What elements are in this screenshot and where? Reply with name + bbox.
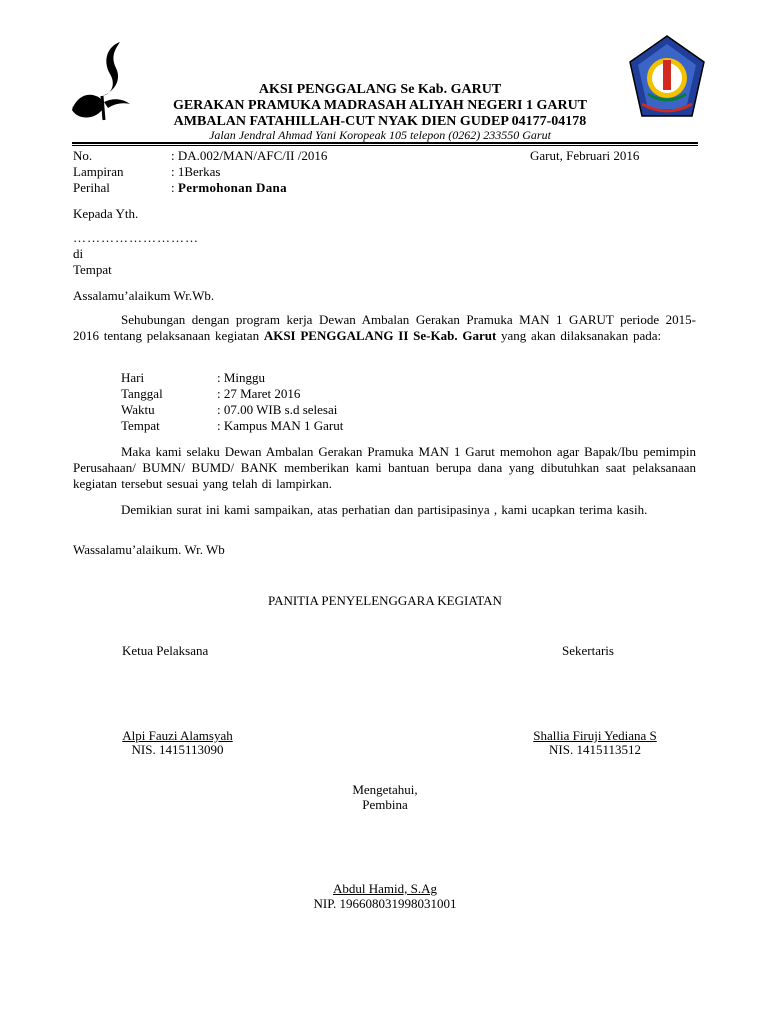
letterhead-line-1: AKSI PENGGALANG Se Kab. GARUT bbox=[258, 82, 502, 97]
detail-value-waktu: : 07.00 WIB s.d selesai bbox=[217, 402, 338, 417]
committee-title: PANITIA PENYELENGGARA KEGIATAN bbox=[268, 593, 502, 608]
letterhead-rule-thick bbox=[72, 142, 698, 144]
detail-label-waktu: Waktu bbox=[121, 402, 155, 417]
letterhead-line-2: GERAKAN PRAMUKA MADRASAH ALIYAH NEGERI 1 GARUT bbox=[172, 98, 588, 113]
paragraph-1 bbox=[73, 312, 696, 344]
advisor-role: Pembina bbox=[362, 797, 408, 812]
perihal-colon: : bbox=[171, 180, 175, 195]
recipient-dots: ……………………… bbox=[73, 230, 199, 245]
perihal-value: Permohonan Dana bbox=[178, 180, 287, 195]
detail-value-tempat: : Kampus MAN 1 Garut bbox=[217, 418, 344, 433]
letterhead-address: Jalan Jendral Ahmad Yani Koropeak 105 telepon (0262) 233550 Garut bbox=[209, 128, 551, 142]
advisor-id: NIP. 196608031998031001 bbox=[313, 896, 457, 911]
paragraph-1-text-b: yang akan dilaksanakan pada: bbox=[496, 328, 662, 343]
detail-value-tanggal: : 27 Maret 2016 bbox=[217, 386, 301, 401]
paragraph-1-text-a: Sehubungan dengan program kerja Dewan Ambalan Gerakan Pramuka MAN 1 GARUT periode 2015-2016 tentang pelaksanaan kegiatan bbox=[73, 312, 696, 343]
paragraph-2: Maka kami selaku Dewan Ambalan Gerakan Pramuka MAN 1 Garut memohon agar Bapak/Ibu pemimpin Perusahaan/ BUMN/ BUMD/ BANK memberikan kami bantuan berupa dana yang dibutuhkan saat pelaksanaan kegiatan tersebut sesuai yang telah di lampirkan. bbox=[73, 444, 696, 491]
left-signer-id: NIS. 1415113090 bbox=[131, 742, 224, 757]
right-signer-role: Sekertaris bbox=[562, 643, 614, 658]
greeting: Assalamu’alaikum Wr.Wb. bbox=[73, 288, 215, 303]
paragraph-1-event-name: AKSI PENGGALANG II Se-Kab. Garut bbox=[263, 328, 497, 343]
detail-label-tempat: Tempat bbox=[121, 418, 160, 433]
paragraph-3: Demikian surat ini kami sampaikan, atas perhatian dan partisipasinya , kami ucapkan terima kasih. bbox=[121, 502, 648, 517]
no-label: No. bbox=[73, 148, 93, 163]
perihal-label: Perihal bbox=[73, 180, 110, 195]
detail-value-hari: : Minggu bbox=[217, 370, 266, 385]
recipient-tempat: Tempat bbox=[73, 262, 112, 277]
closing-salutation: Wassalamu’alaikum. Wr. Wb bbox=[73, 542, 225, 557]
no-value: : DA.002/MAN/AFC/II /2016 bbox=[171, 148, 328, 163]
lampiran-value: : 1Berkas bbox=[171, 164, 221, 179]
left-signer-name: Alpi Fauzi Alamsyah bbox=[122, 728, 233, 743]
letter-date: Garut, Februari 2016 bbox=[530, 148, 640, 163]
advisor-name: Abdul Hamid, S.Ag bbox=[333, 881, 437, 896]
detail-label-hari: Hari bbox=[121, 370, 145, 385]
letterhead-line-3: AMBALAN FATAHILLAH-CUT NYAK DIEN GUDEP 04177-04178 bbox=[173, 114, 587, 129]
recipient-kepada: Kepada Yth. bbox=[73, 206, 139, 221]
detail-label-tanggal: Tanggal bbox=[121, 386, 163, 401]
left-signer-role: Ketua Pelaksana bbox=[122, 643, 209, 658]
acknowledge-label: Mengetahui, bbox=[352, 782, 418, 797]
lampiran-label: Lampiran bbox=[73, 164, 124, 179]
letterhead-rule-thin bbox=[72, 145, 698, 146]
right-signer-name: Shallia Firuji Yediana S bbox=[533, 728, 657, 743]
right-signer-id: NIS. 1415113512 bbox=[549, 742, 641, 757]
recipient-di: di bbox=[73, 246, 84, 261]
